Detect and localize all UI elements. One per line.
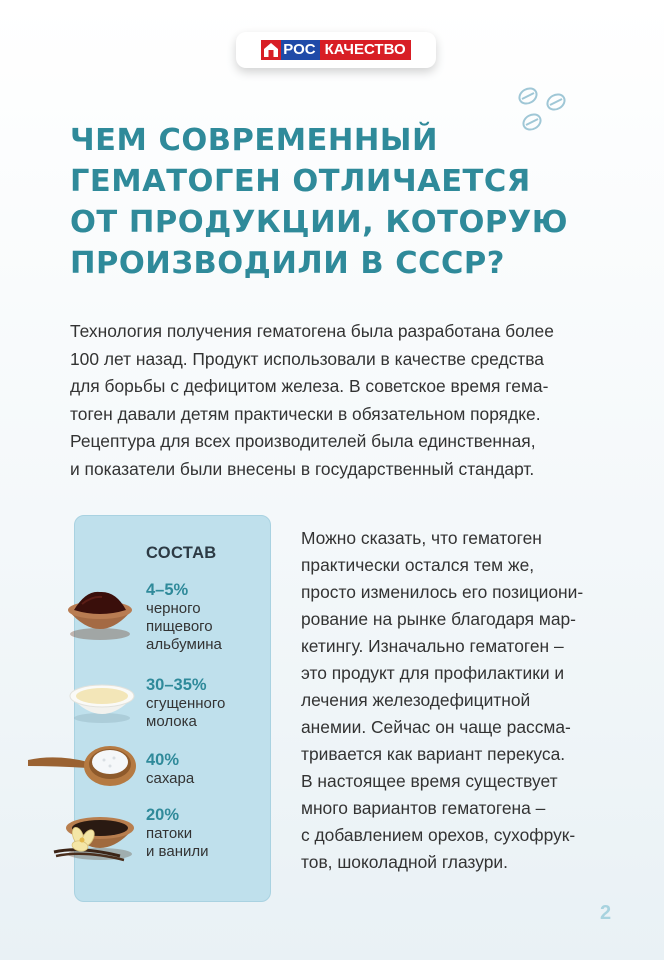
right-line: тривается как вариант перекуса. [301,744,566,764]
right-line: рование на рынке благодаря мар- [301,609,576,629]
title-line: ОТ ПРОДУКЦИИ, КОТОРУЮ [70,205,569,240]
roskachestvo-logo [236,32,436,68]
house-icon [261,40,281,60]
logo-ros-text: РОС [281,40,319,60]
item-desc-line: черного [146,600,201,617]
title-line: ПРОИЗВОДИЛИ В СССР? [70,246,505,281]
item-description [146,695,225,731]
logo-kachestvo-text: КАЧЕСТВО [320,40,411,60]
title-line: ГЕМАТОГЕН ОТЛИЧАЕТСЯ [70,164,531,199]
page-number: 2 [600,902,612,924]
item-desc-line: патоки [146,825,193,842]
composition-item-milk [146,676,225,731]
sugar-spoon-image [26,740,138,792]
right-line: анемии. Сейчас он чаще рассма- [301,717,571,737]
logo-inner [261,40,410,60]
intro-line: для борьбы с дефицитом железа. В советское время гема- [70,376,549,396]
composition-item-albumin [146,581,222,654]
intro-line: 100 лет назад. Продукт использовали в качестве средства [70,348,544,369]
molasses-vanilla-bowl-image [50,806,140,866]
item-percent: 20% [146,806,180,824]
right-line: практически остался тем же, [301,555,535,575]
condensed-milk-bowl-image [66,676,138,726]
item-desc-line: альбумина [146,636,222,653]
right-line: лечения железодефицитной [301,690,531,710]
intro-paragraph [70,318,630,483]
intro-line: тоген давали детям практически в обязательном порядке. [70,403,541,424]
item-desc-line: молока [146,713,197,730]
composition-item-sugar [146,751,194,788]
item-desc-line: сгущенного [146,695,226,712]
right-line: кетингу. Изначально гематоген – [301,636,564,656]
right-line: с добавлением орехов, сухофрук- [301,825,576,845]
right-paragraph [301,525,631,876]
item-description [146,825,208,861]
composition-item-molasses [146,806,208,861]
albumin-bowl-image [62,588,138,644]
right-line: Можно сказать, что гематоген [301,528,542,548]
right-line: В настоящее время существует [301,771,558,791]
item-desc-line: пищевого [146,618,213,635]
right-line: тов, шоколадной глазури. [301,852,508,872]
right-line: просто изменилось его позициони- [301,582,584,602]
page-title [70,120,610,284]
item-percent: 4–5% [146,581,189,599]
right-line: много вариантов гематогена – [301,798,546,818]
item-percent: 30–35% [146,676,207,694]
intro-line: и показатели были внесены в государственный стандарт. [70,458,535,479]
item-description [146,770,194,788]
intro-line: Рецептура для всех производителей была единственная, [70,431,536,451]
item-desc-line: сахара [146,770,195,787]
item-desc-line: и ванили [146,843,209,860]
right-line: это продукт для профилактики и [301,663,565,683]
composition-title: СОСТАВ [146,544,217,562]
intro-line: Технология получения гематогена была разработана более [70,321,554,341]
item-description [146,600,222,654]
title-line: ЧЕМ СОВРЕМЕННЫЙ [70,123,439,158]
item-percent: 40% [146,751,180,769]
